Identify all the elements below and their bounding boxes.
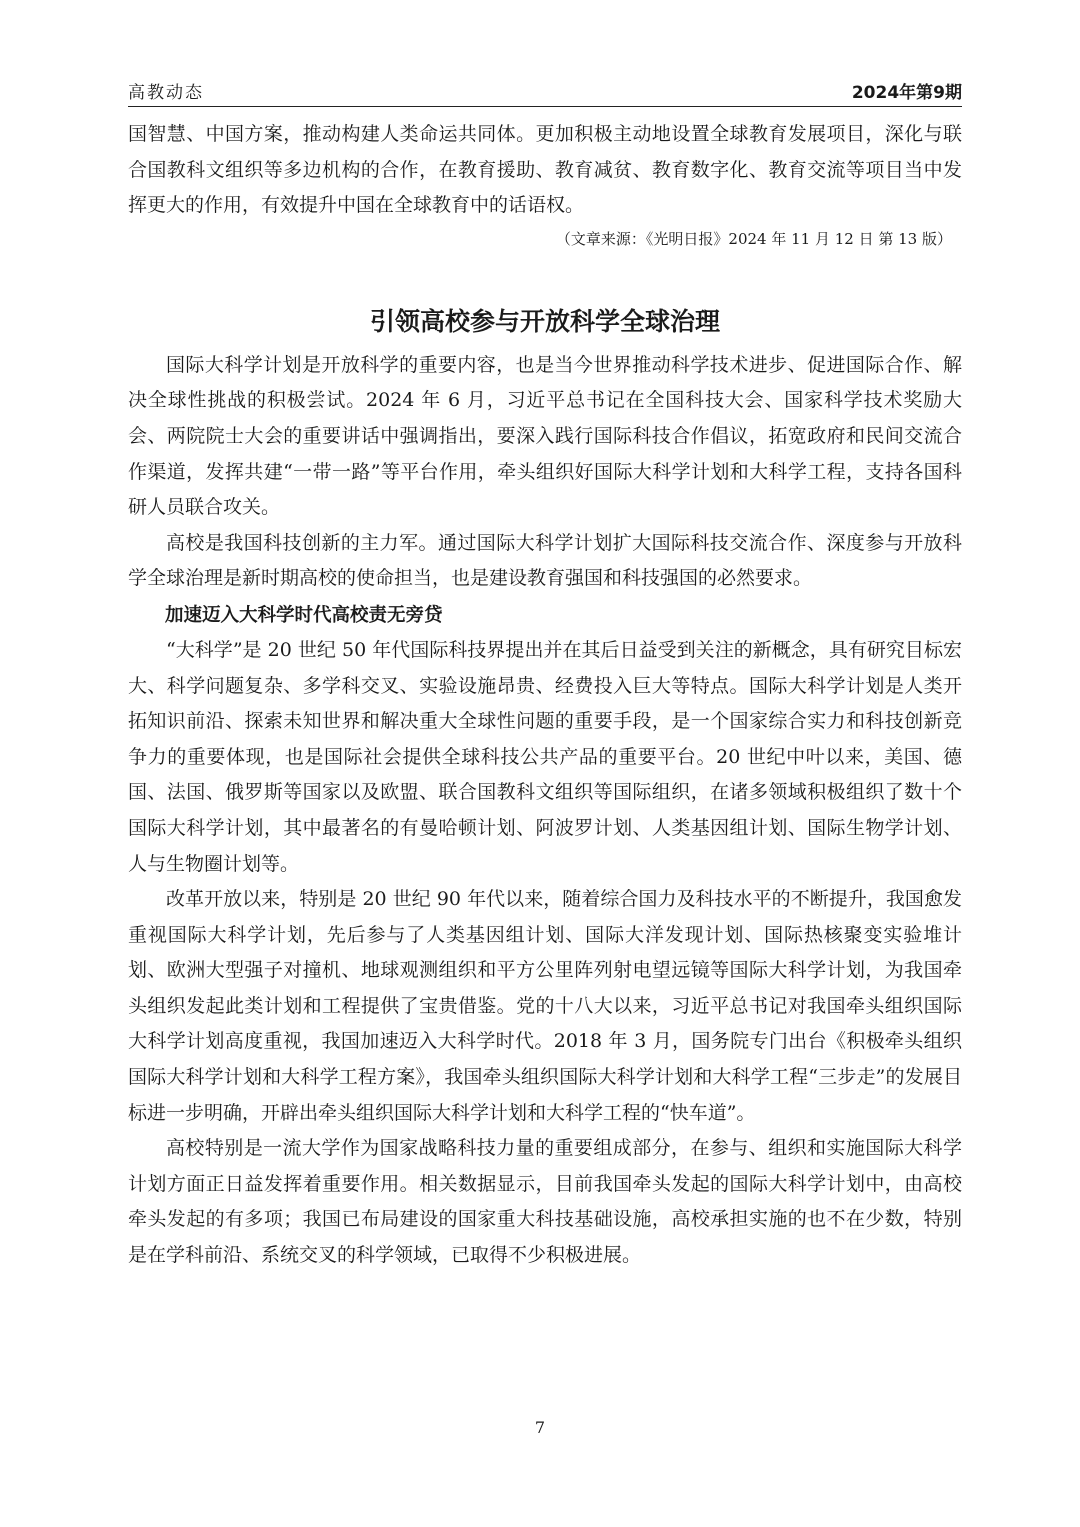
previous-article-tail: 国智慧、中国方案，推动构建人类命运共同体。更加积极主动地设置全球教育发展项目，深化与联合国教科文组织等多边机构的合作，在教育援助、教育减贫、教育数字化、教育交流等项目当中发挥更大的作用，有效提升中国在全球教育中的话语权。 [128, 123, 962, 217]
paragraph: 高校是我国科技创新的主力军。通过国际大科学计划扩大国际科技交流合作、深度参与开放科学全球治理是新时期高校的使命担当，也是建设教育强国和科技强国的必然要求。 [128, 531, 962, 590]
journal-name: 高教动态 [128, 83, 204, 103]
article-title: 引领高校参与开放科学全球治理 [369, 306, 720, 336]
page-number: 7 [534, 1418, 546, 1437]
section-subheading: 加速迈入大科学时代高校责无旁贷 [165, 604, 443, 626]
page-header [128, 78, 962, 107]
article-source: （文章来源：《光明日报》2024 年 11 月 12 日 第 13 版） [555, 229, 952, 248]
paragraph: 国际大科学计划是开放科学的重要内容，也是当今世界推动科学技术进步、促进国际合作、解决全球性挑战的积极尝试。2024 年 6 月，习近平总书记在全国科技大会、国家科学技术奖励大会、两院院士大会的重要讲话中强调指出，要深入践行国际科技合作倡议，拓宽政府和民间交流合作渠道，发挥共建“一带一路”等平台作用，牵头组织好国际大科学计划和大科学工程，支持各国科研人员联合攻关。 [128, 353, 962, 519]
page-content [128, 117, 962, 1274]
paragraph: 高校特别是一流大学作为国家战略科技力量的重要组成部分，在参与、组织和实施国际大科学计划方面正日益发挥着重要作用。相关数据显示，目前我国牵头发起的国际大科学计划中，由高校牵头发起的有多项；我国已布局建设的国家重大科技基础设施，高校承担实施的也不在少数，特别是在学科前沿、系统交叉的科学领域，已取得不少积极进展。 [128, 1137, 962, 1267]
issue-number: 2024年第9期 [851, 83, 962, 103]
paragraph: 改革开放以来，特别是 20 世纪 90 年代以来，随着综合国力及科技水平的不断提升，我国愈发重视国际大科学计划，先后参与了人类基因组计划、国际大洋发现计划、国际热核聚变实验堆计划、欧洲大型强子对撞机、地球观测组织和平方公里阵列射电望远镜等国际大科学计划，为我国牵头组织发起此类计划和工程提供了宝贵借鉴。党的十八大以来，习近平总书记对我国牵头组织国际大科学计划高度重视，我国加速迈入大科学时代。2018 年 3 月，国务院专门出台《积极牵头组织国际大科学计划和大科学工程方案》，我国牵头组织国际大科学计划和大科学工程“三步走”的发展目标进一步明确，开辟出牵头组织国际大科学计划和大科学工程的“快车道”。 [128, 888, 962, 1124]
paragraph: “大科学”是 20 世纪 50 年代国际科技界提出并在其后日益受到关注的新概念，具有研究目标宏大、科学问题复杂、多学科交叉、实验设施昂贵、经费投入巨大等特点。国际大科学计划是人类开拓知识前沿、探索未知世界和解决重大全球性问题的重要手段，是一个国家综合实力和科技创新竞争力的重要体现，也是国际社会提供全球科技公共产品的重要平台。20 世纪中叶以来，美国、德国、法国、俄罗斯等国家以及欧盟、联合国教科文组织等国际组织，在诸多领域积极组织了数十个国际大科学计划，其中最著名的有曼哈顿计划、阿波罗计划、人类基因组计划、国际生物学计划、人与生物圈计划等。 [128, 638, 962, 875]
